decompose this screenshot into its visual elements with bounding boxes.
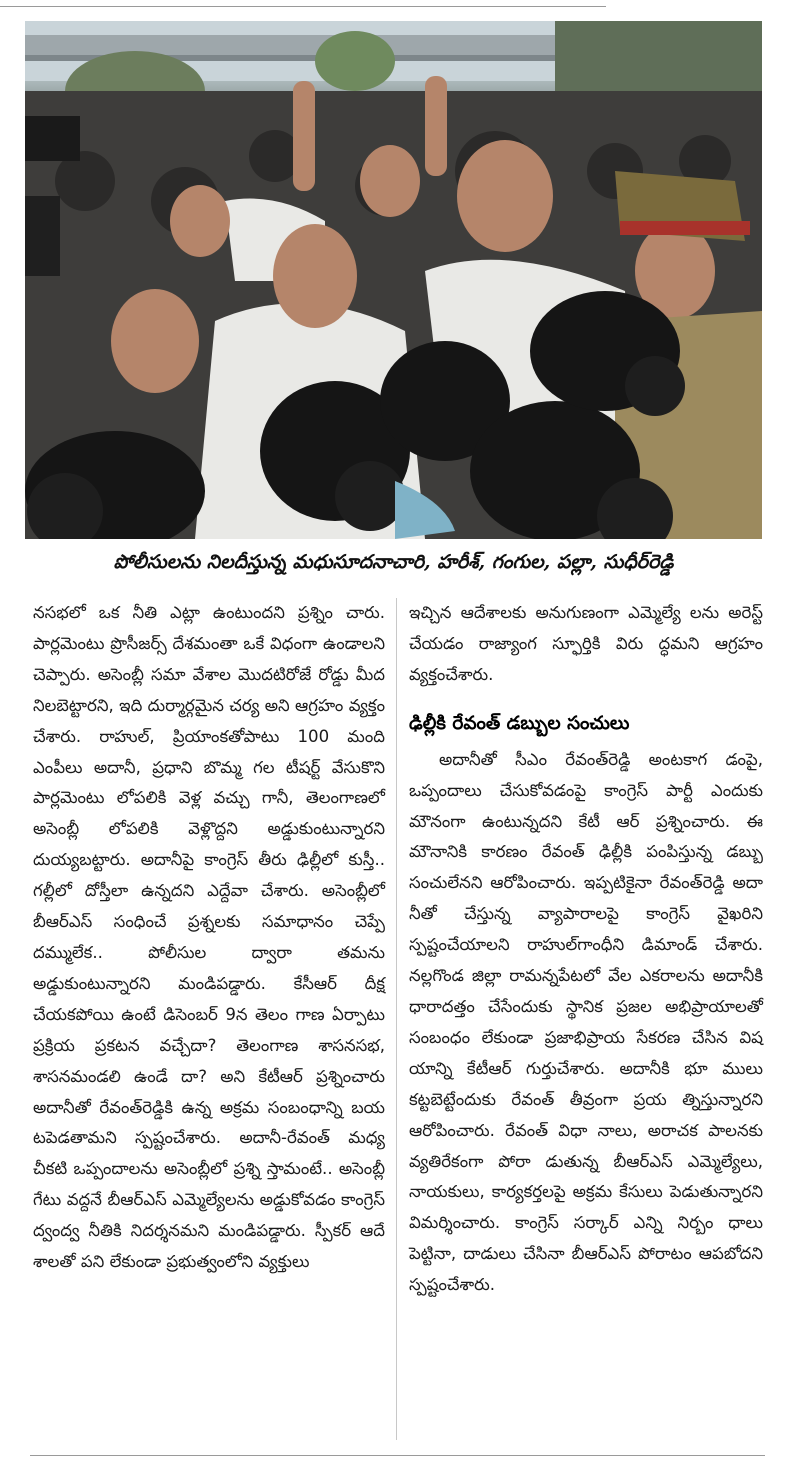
column-divider bbox=[396, 598, 397, 1440]
photo-caption: పోలీసులను నిలదీస్తున్న మధుసూదనాచారి, హరీశ్, గంగుల, పల్లా, సుధీర్‌రెడ్డి bbox=[113, 551, 674, 573]
article-right-column bbox=[409, 598, 763, 1301]
right-paragraph-2: అదానీతో సీఎం రేవంత్‌రెడ్డి అంటకాగ డంపై, ఒప్పందాలు చేసుకోవడంపై కాంగ్రెస్ పార్టీ ఎందుకు మౌనంగా ఉంటున్నదని కేటీ ఆర్ ప్రశ్నించారు. ఈ మౌనానికి కారణం రేవంత్ ఢిల్లీకి పంపిస్తున్న డబ్బు సంచులేనని ఆరోపించారు. ఇప్పటికైనా రేవంత్‌రెడ్డి అదా నీతో చేస్తున్న వ్యాపారాలపై కాంగ్రెస్ వైఖరిని స్పష్టంచేయాలని రాహుల్‌గాంధీని డిమాండ్ చేశారు. నల్లగొండ జిల్లా రామన్నపేటలో వేల ఎకరాలను అదానీకి ధారాదత్తం చేసేందుకు స్థానిక ప్రజల అభిప్రాయాలతో సంబంధం లేకుండా ప్రజాభిప్రాయ సేకరణ చేసిన విష యాన్ని కేటీఆర్ గుర్తుచేశారు. అదానీకి భూ ములు కట్టబెట్టేందుకు రేవంత్ తీవ్రంగా ప్రయ త్నిస్తున్నారని ఆరోపించారు. రేవంత్ విధా నాలు, అరాచక పాలనకు వ్యతిరేకంగా పోరా డుతున్న బీఆర్ఎస్ ఎమ్మెల్యేలు, నాయకులు, కార్యకర్తలపై అక్రమ కేసులు పెడుతున్నారని విమర్శించారు. కాంగ్రెస్ సర్కార్ ఎన్ని నిర్బం ధాలు పెట్టినా, దాడులు చేసినా బీఆర్ఎస్ పోరాటం ఆపబోదని స్పష్టంచేశారు. bbox=[409, 749, 763, 1295]
protest-illustration bbox=[25, 21, 762, 539]
article-left-column bbox=[33, 598, 385, 1278]
section-subheading: ఢిల్లీకి రేవంత్ డబ్బుల సంచులు bbox=[409, 712, 630, 734]
left-column-text: నసభలో ఒక నీతి ఎట్లా ఉంటుందని ప్రశ్నిం చారు. పార్లమెంటు ప్రొసీజర్స్ దేశమంతా ఒకే విధంగా ఉండాలని చెప్పారు. అసెంబ్లీ సమా వేశాల మొదటిరోజే రోడ్డు మీద నిలబెట్టారని, ఇది దుర్మార్గమైన చర్య అని ఆగ్రహం వ్యక్తం చేశారు. రాహుల్, ప్రియాంకతోపాటు 100 మంది ఎంపీలు అదానీ, ప్రధాని బొమ్మ గల టీషర్ట్ వేసుకొని పార్లమెంటు లోపలికి వెళ్ల వచ్చు గానీ, తెలంగాణలో అసెంబ్లీ లోపలికి వెళ్లొద్దని అడ్డుకుంటున్నారని దుయ్యబట్టారు. అదానీపై కాంగ్రెస్ తీరు ఢిల్లీలో కుస్తీ.. గల్లీలో దోస్తీలా ఉన్నదని ఎద్దేవా చేశారు. అసెంబ్లీలో బీఆర్ఎస్ సంధించే ప్రశ్నలకు సమాధానం చెప్పే దమ్ములేక.. పోలీసుల ద్వారా తమను అడ్డుకుంటున్నారని మండిపడ్డారు. కేసీఆర్ దీక్ష చేయకపోయి ఉంటే డిసెంబర్ 9న తెలం గాణ ఏర్పాటు ప్రక్రియ ప్రకటన వచ్చేదా? తెలంగాణ శాసనసభ, శాసనమండలి ఉండే దా? అని కేటీఆర్ ప్రశ్నించారు అదానీతో రేవంత్‌రెడ్డికి ఉన్న అక్రమ సంబంధాన్ని బయ టపెడతామని స్పష్టంచేశారు. అదానీ-రేవంత్ మధ్య చీకటి ఒప్పందాలను అసెంబ్లీలో ప్రశ్ని స్తామంటే.. అసెంబ్లీ గేటు వద్దనే బీఆర్ఎస్ ఎమ్మెల్యేలను అడ్డుకోవడం కాంగ్రెస్ ద్వంద్వ నీతికి నిదర్శనమని మండిపడ్డారు. స్పీకర్ ఆదే శాలతో పని లేకుండా ప్రభుత్వంలోని వ్యక్తులు bbox=[33, 603, 385, 1272]
news-photo bbox=[25, 21, 762, 539]
bottom-rule bbox=[30, 1455, 765, 1456]
right-paragraph-1: ఇచ్చిన ఆదేశాలకు అనుగుణంగా ఎమ్మెల్యే లను అరెస్ట్ చేయడం రాజ్యాంగ స్ఫూర్తికి విరు ద్ధమని ఆగ్రహం వ్యక్తంచేశారు. bbox=[409, 603, 763, 684]
top-rule bbox=[0, 6, 606, 7]
